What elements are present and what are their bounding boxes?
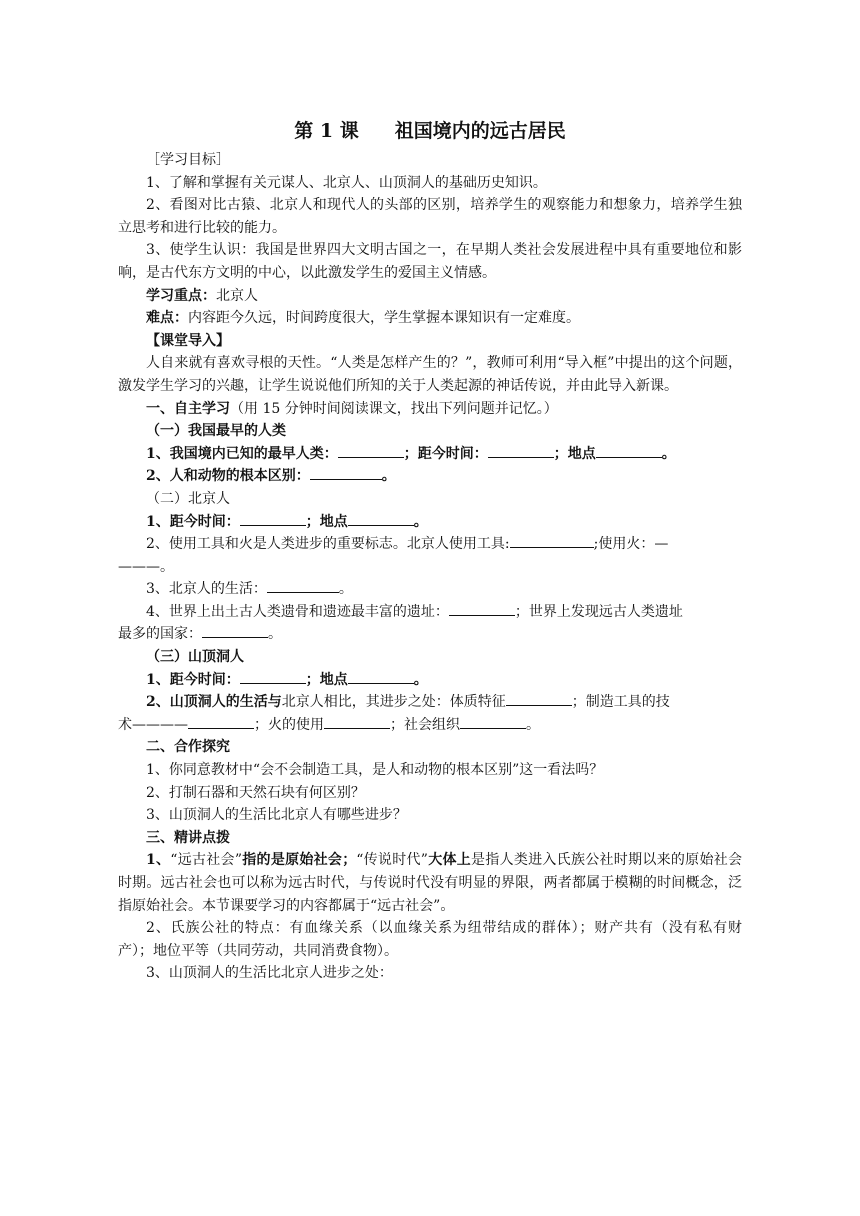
- explain-text: 是指人类进入氏族公社时期以来的原始社会时期。远古社会也可以称为远古时代，与传说时代没有明显的界限，两者都属于模糊的时间概念，泛指原始社会。本节课要学习的内容都属于“远古社会”。: [118, 852, 742, 914]
- question-text: 。: [268, 626, 282, 643]
- objectives-heading: ［学习目标］: [146, 152, 230, 168]
- lesson-number: 第 1 课: [294, 120, 359, 142]
- question-text: 1、我国境内已知的最早人类：: [146, 445, 338, 462]
- key-point: [118, 285, 742, 308]
- section-heading: （二）北京人: [146, 490, 230, 507]
- key-point-text: 北京人: [216, 287, 258, 304]
- explain-heading: 三、精讲点拨: [146, 829, 230, 846]
- question-text: 2、人和动物的根本区别：: [146, 468, 310, 485]
- answer-blank[interactable]: [506, 691, 572, 706]
- document-body: [118, 149, 742, 985]
- section-heading: （三）山顶洞人: [146, 649, 244, 666]
- answer-blank[interactable]: [310, 465, 382, 480]
- question-text: ；世界上发现远古人类遗址: [514, 603, 683, 620]
- question-text: 4、世界上出土古人类遗骨和遗迹最丰富的遗址：: [146, 603, 449, 620]
- answer-blank[interactable]: [460, 714, 526, 729]
- question-text: ；地点: [553, 445, 596, 462]
- question-text: 。: [526, 716, 540, 733]
- question-text: 。: [338, 581, 353, 598]
- difficulty: [118, 307, 742, 330]
- difficulty-text: 内容距今久远，时间跨度很大，学生掌握本课知识有一定难度。: [188, 310, 580, 327]
- answer-blank[interactable]: [240, 511, 306, 526]
- question-text: 。: [413, 513, 428, 530]
- question-text: 。: [413, 671, 428, 688]
- question-text: 3、北京人的生活：: [146, 581, 267, 598]
- explain-text: “传说时代”: [356, 852, 428, 869]
- question: [118, 578, 742, 601]
- question-continued: [118, 714, 742, 737]
- answer-blank[interactable]: [449, 601, 515, 616]
- cooperation-heading: 二、合作探究: [146, 739, 230, 756]
- question-text: 术————: [118, 716, 188, 733]
- question: [118, 465, 742, 488]
- question-text: ；社会组织: [390, 716, 460, 733]
- difficulty-label: 难点：: [146, 310, 188, 327]
- explain-text: 1、: [146, 852, 171, 869]
- objective-item: 2、看图对比古猿、北京人和现代人的头部的区别，培养学生的观察能力和想象力，培养学生独立思考和进行比较的能力。: [118, 197, 742, 236]
- self-study-note: （用 15 分钟时间阅读课文，找出下列问题并记忆。）: [230, 400, 558, 417]
- answer-blank[interactable]: [348, 511, 414, 526]
- question-text: 2、使用工具和火是人类进步的重要标志。北京人使用工具:: [146, 536, 510, 553]
- question: [118, 443, 742, 466]
- question-text: ；制造工具的技: [571, 694, 670, 711]
- self-study-heading: [118, 398, 742, 421]
- answer-blank[interactable]: [348, 669, 414, 684]
- explain-paragraph: 3、山顶洞人的生活比北京人进步之处：: [146, 965, 393, 982]
- answer-blank[interactable]: [202, 623, 268, 638]
- answer-blank[interactable]: [267, 578, 339, 593]
- question-text: ；火的使用: [254, 716, 324, 733]
- question: [118, 601, 742, 624]
- answer-blank[interactable]: [188, 714, 254, 729]
- page-title: [0, 116, 860, 143]
- question: [118, 691, 742, 714]
- cooperation-item: 1、你同意教材中“会不会制造工具，是人和动物的根本区别”这一看法吗？: [146, 762, 604, 779]
- cooperation-item: 2、打制石器和天然石块有何区别？: [146, 784, 365, 801]
- question-continued: [118, 623, 742, 646]
- explain-text: 指的是原始社会；: [242, 852, 357, 869]
- question: [118, 533, 742, 556]
- answer-blank[interactable]: [488, 443, 554, 458]
- question-text: 1、距今时间：: [146, 671, 240, 688]
- explain-text: “远古社会”: [170, 852, 242, 869]
- objective-item: 1、了解和掌握有关元谋人、北京人、山顶洞人的基础历史知识。: [146, 174, 547, 191]
- question-text: ；地点: [305, 513, 348, 530]
- intro-heading: 【课堂导入】: [146, 332, 230, 349]
- question-text: 最多的国家：: [118, 626, 202, 643]
- key-point-label: 学习重点：: [146, 287, 216, 304]
- explain-paragraph: 2、氏族公社的特点：有血缘关系（以血缘关系为纽带结成的群体）；财产共有（没有私有财产）；地位平等（共同劳动，共同消费食物）。: [118, 920, 742, 959]
- explain-paragraph: [118, 849, 742, 917]
- question-text: ；距今时间：: [403, 445, 488, 462]
- question-text: 北京人相比，其进步之处：体质特征: [281, 694, 506, 711]
- answer-blank[interactable]: [338, 443, 404, 458]
- question: [118, 511, 742, 534]
- question-text: 。: [661, 445, 676, 462]
- answer-blank[interactable]: [240, 669, 306, 684]
- cooperation-item: 3、山顶洞人的生活比北京人有哪些进步？: [146, 807, 407, 824]
- question-text: 2、山顶洞人的生活与: [146, 694, 282, 711]
- lesson-name: 祖国境内的远古居民: [394, 120, 566, 142]
- intro-text: 人自来就有喜欢寻根的天性。“人类是怎样产生的？”，教师可利用“导入框”中提出的这个问题，激发学生学习的兴趣，让学生说说他们所知的关于人类起源的神话传说，并由此导入新课。: [118, 355, 742, 394]
- self-study-title: 一、自主学习: [146, 400, 230, 417]
- question-text: 。: [381, 468, 396, 485]
- question-continued: ———。: [118, 558, 174, 575]
- explain-text: 大体上: [427, 852, 472, 869]
- question: [118, 669, 742, 692]
- question-text: ；地点: [305, 671, 348, 688]
- objective-item: 3、使学生认识：我国是世界四大文明古国之一，在早期人类社会发展进程中具有重要地位和影响，是古代东方文明的中心，以此激发学生的爱国主义情感。: [118, 242, 742, 281]
- answer-blank[interactable]: [324, 714, 390, 729]
- answer-blank[interactable]: [596, 443, 662, 458]
- question-text: 1、距今时间：: [146, 513, 240, 530]
- answer-blank[interactable]: [510, 533, 594, 548]
- question-text: ;使用火：—: [593, 536, 669, 553]
- section-heading: （一）我国最早的人类: [146, 423, 286, 440]
